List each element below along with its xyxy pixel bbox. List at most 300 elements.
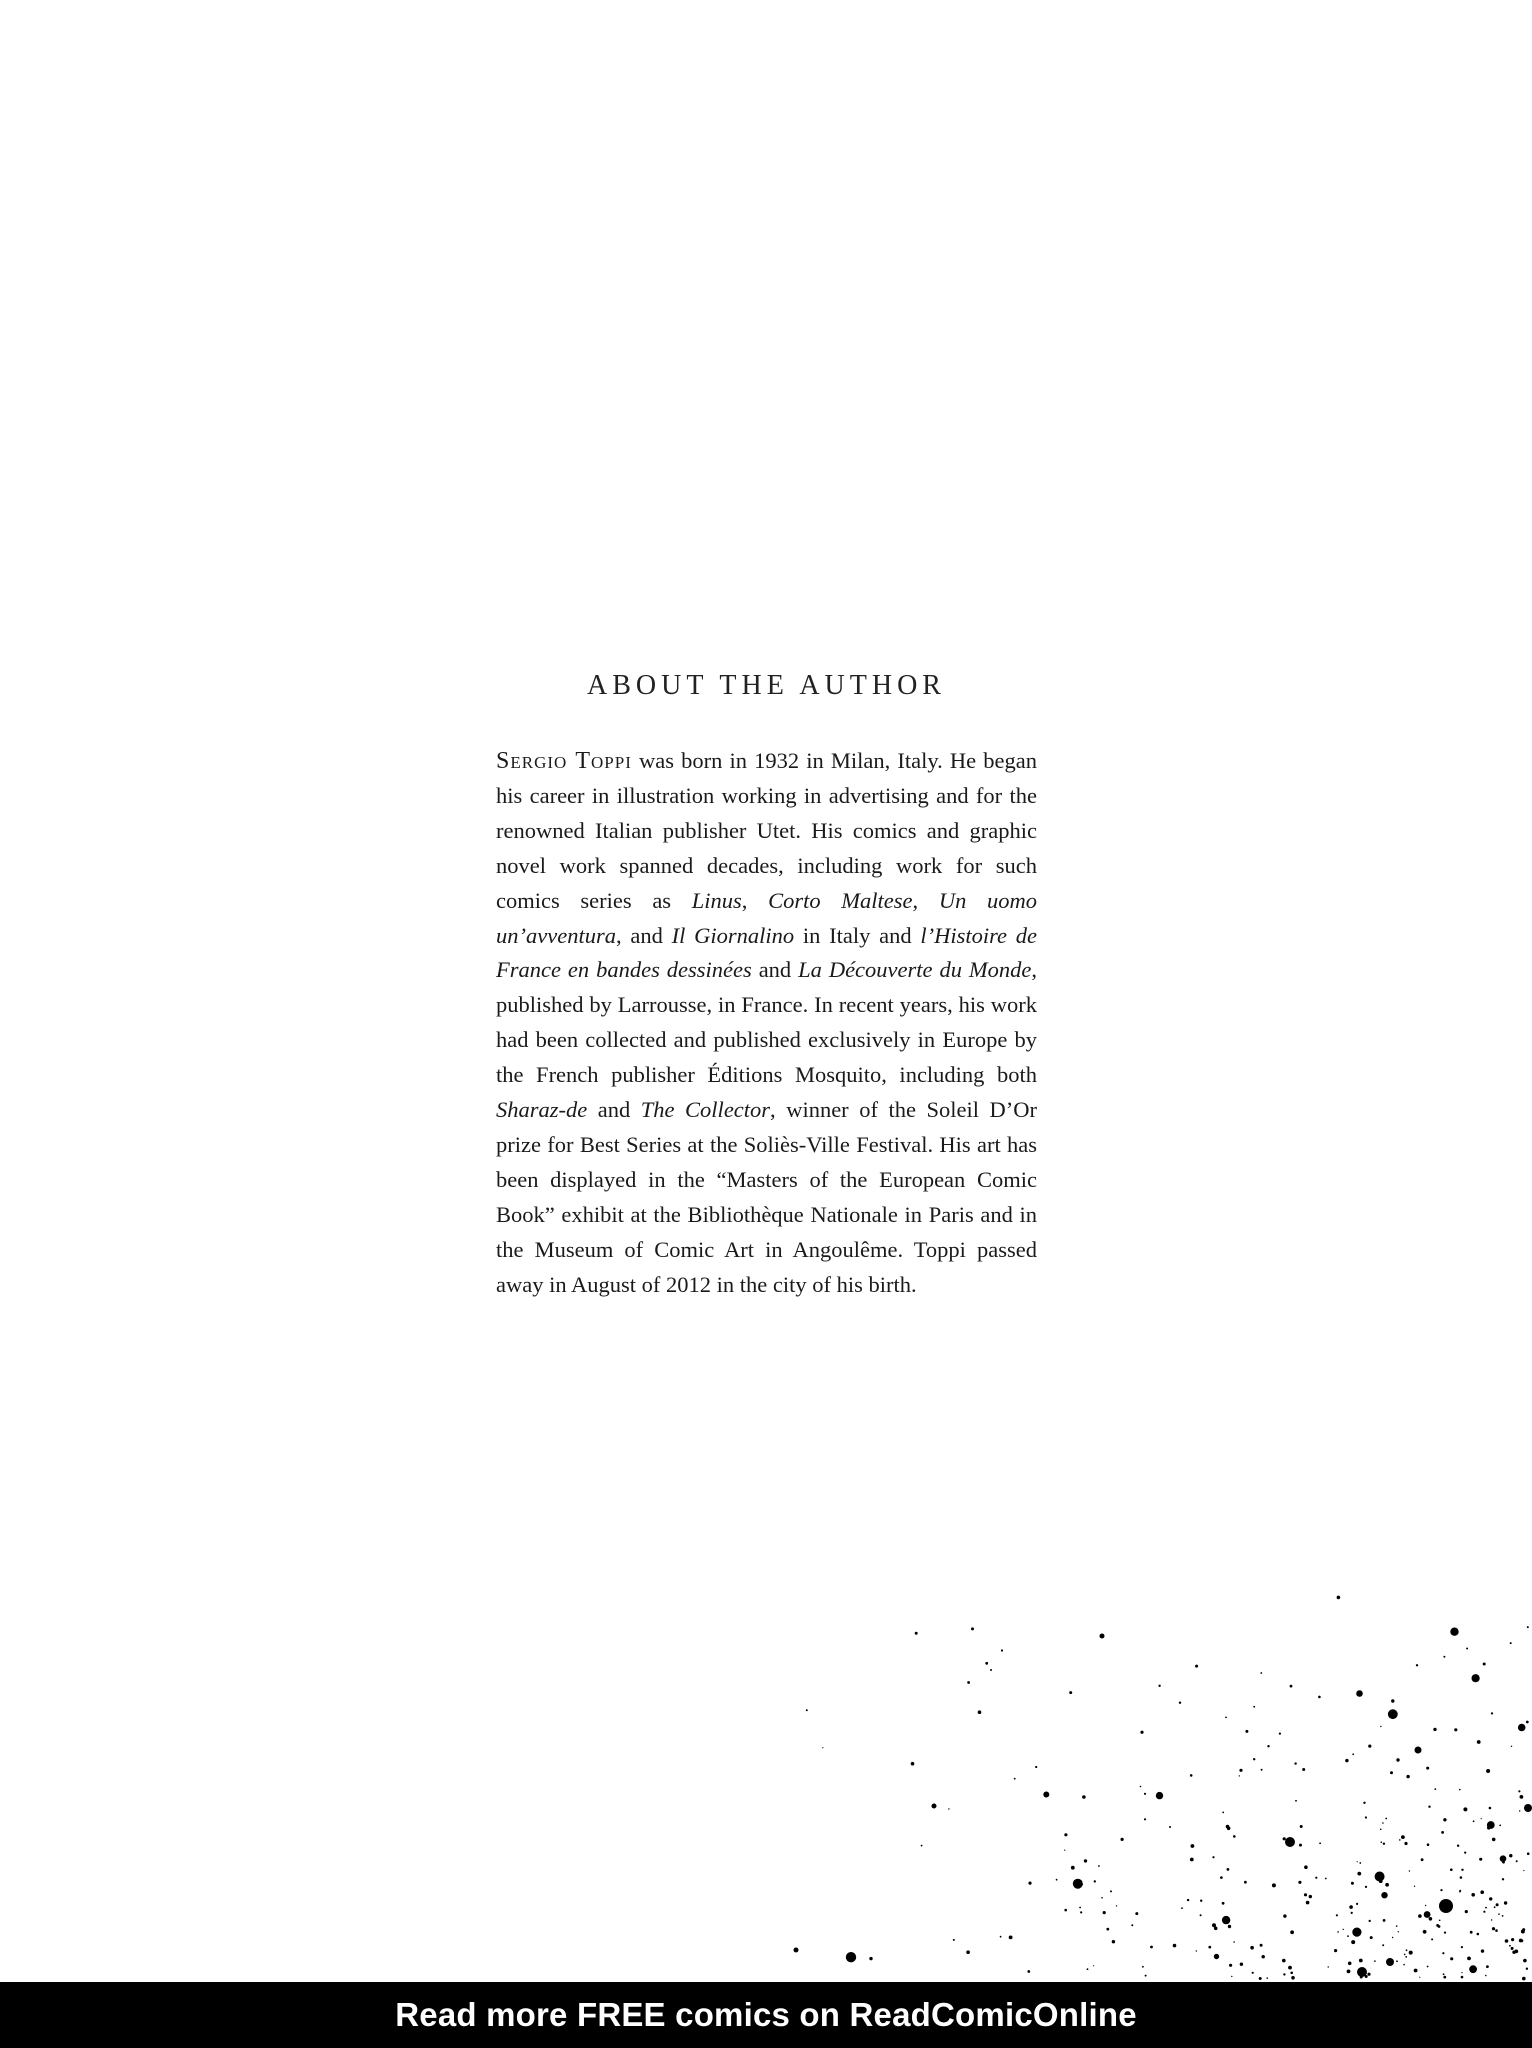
ink-dot [1471,1893,1475,1897]
bio-text: was born in 1932 in Milan, Italy. He began his career in illustration working in advertising and for the renowned Italian publisher Utet. His comics and graphic novel work spanned decades, including work for such comics series as [496,748,1038,913]
ink-dot [1116,1905,1117,1906]
ink-dot [1365,1816,1367,1818]
ink-dot [1300,1825,1303,1828]
ink-dot [1519,1810,1520,1811]
ink-dot [1527,1626,1529,1628]
ink-dot [1169,1826,1171,1828]
book-title-the-collector: The Collector [640,1097,771,1123]
ink-dot [1195,1665,1198,1668]
ink-dot [1181,1907,1183,1909]
ink-dot [1502,1915,1504,1917]
ink-dot [1352,1753,1354,1755]
ink-dot [1409,1870,1410,1871]
book-title-sharaz-de: Sharaz-de [496,1097,588,1123]
ink-dot [1485,1907,1487,1909]
ink-dot [1526,1968,1528,1970]
ink-dot [1519,1939,1523,1943]
ink-dot [1473,1820,1475,1822]
ink-dot [1526,1721,1529,1724]
ink-dot [953,1939,955,1941]
ink-dot [1345,1759,1348,1762]
ink-dot [1382,1944,1384,1946]
ink-dot [1474,1969,1475,1970]
ink-dot [1480,1890,1484,1894]
ink-dot [1240,1963,1243,1966]
author-name: Sergio Toppi [496,748,632,774]
ink-dot [1208,1946,1211,1949]
ink-dot [948,1808,949,1809]
ink-dot [1084,1859,1087,1862]
ink-dot [1356,1903,1358,1905]
ink-dot [1336,1914,1338,1916]
ink-dot [1156,1792,1163,1799]
ink-dot [1421,1858,1424,1861]
ink-dot [1212,1923,1216,1927]
bio-text: , [741,887,769,913]
ink-dot [1337,1931,1339,1933]
ink-dot [1385,1883,1389,1887]
ink-dot [1131,1924,1133,1926]
ink-dot [1082,1884,1083,1885]
ink-dot [1383,1919,1386,1922]
ink-dot [1388,1709,1398,1719]
ink-dot [1064,1909,1067,1912]
ink-dot [822,1747,823,1748]
ink-dot [1227,1827,1231,1831]
ink-dot [1431,1938,1433,1940]
ink-dot [1391,1699,1394,1702]
ink-dot [1463,1807,1467,1811]
ink-dot [1382,1822,1384,1824]
ink-dot [1140,1786,1142,1788]
ink-dot [846,1952,856,1962]
ink-dot [1498,1913,1500,1915]
ink-dot [1173,1944,1177,1948]
ink-dot [1523,1870,1524,1871]
about-author-section [496,670,1037,1303]
ink-dot [1260,1944,1263,1947]
promo-banner-link[interactable]: Read more FREE comics on ReadComicOnline [395,1996,1137,2033]
ink-dot [1233,1835,1236,1838]
ink-dot [1190,1858,1194,1862]
ink-dot [1396,1925,1398,1927]
ink-dot [1380,1829,1382,1831]
ink-dot [1443,1656,1445,1658]
ink-dot [1381,1841,1383,1843]
ink-dot [1142,1966,1144,1968]
ink-dot [1496,1903,1499,1906]
ink-dot [1334,1949,1337,1952]
ink-dot [1392,1937,1393,1938]
ink-dot [1009,1936,1013,1940]
ink-dot [1337,1596,1341,1600]
ink-dot [1295,1800,1297,1802]
ink-dot [1367,1973,1370,1976]
ink-dot [1250,1946,1254,1950]
ink-dot [1510,1642,1512,1644]
ink-dot [1461,1976,1464,1979]
ink-blot [932,1804,937,1809]
ink-blot [1415,1747,1422,1754]
ink-dot [1461,1869,1463,1871]
ink-dot [1073,1879,1083,1889]
ink-dot [1035,1766,1037,1768]
ink-dot [1309,1895,1312,1898]
ink-dot [1414,1886,1415,1887]
ink-dot [1527,1852,1530,1855]
ink-dot [1253,1758,1255,1760]
ink-dot [1442,1952,1444,1954]
ink-dot [1000,1936,1002,1938]
ink-dot [1245,1730,1248,1733]
ink-dot [1082,1795,1086,1799]
ink-dot [1290,1930,1294,1934]
ink-dot [1481,1949,1484,1952]
ink-dot [1212,1856,1214,1858]
ink-dot [1028,1882,1031,1885]
ink-dot [1522,1928,1525,1931]
author-biography [496,744,1037,1303]
ink-dot [1283,1914,1286,1917]
ink-dot [1465,1910,1468,1913]
ink-dot [1359,1959,1363,1963]
ink-dot [1518,1724,1526,1732]
ink-dot [921,1845,923,1847]
ink-dot [1523,1959,1527,1963]
ink-dot [1481,1818,1482,1819]
ink-dot [1467,1957,1471,1961]
ink-dot [1401,1835,1405,1839]
ink-dot [1222,1902,1225,1905]
ink-dot [1518,1790,1520,1792]
promo-banner[interactable] [0,1982,1532,2048]
ink-dot [1319,1842,1321,1844]
ink-dot [1233,1941,1235,1943]
ink-dot [985,1662,988,1665]
ink-dot [1504,1901,1507,1904]
ink-dot [1374,1960,1376,1962]
ink-dot [1390,1771,1393,1774]
ink-dot [1381,1892,1387,1898]
ink-dot [1443,1976,1446,1979]
series-title-histoire-de-france: l’Histoire de France en bandes dessinées [496,922,1037,983]
ink-dot [1469,1965,1477,1973]
ink-dot [1464,1852,1466,1854]
ink-blot [1439,1899,1453,1913]
ink-dot [1262,1955,1265,1958]
ink-dot [806,1709,808,1711]
ink-dot [1502,1878,1504,1880]
ink-dot [1461,1972,1462,1973]
ink-dot [1291,1976,1295,1980]
bio-text: in Italy and [794,922,921,948]
ink-dot [1260,1672,1262,1674]
ink-dot [1489,1807,1492,1810]
ink-dot [1056,1879,1058,1881]
ink-dot [1190,1774,1193,1777]
ink-dot [1261,1769,1263,1771]
ink-dot [1499,1825,1501,1827]
ink-dot [1112,1940,1115,1943]
ink-dot [1443,1818,1446,1821]
ink-dot [978,1710,982,1714]
ink-dot [971,1627,974,1630]
ink-dot [1357,1872,1361,1876]
ink-dot [1477,1933,1480,1936]
ink-blot [1524,1804,1532,1812]
ink-dot [1487,1826,1491,1830]
ink-dot [911,1762,915,1766]
ink-dot [1425,1905,1426,1906]
ink-dot [1294,1762,1296,1764]
ink-dot [1140,1731,1143,1734]
ink-dot [1450,1628,1458,1636]
ink-dot [1505,1939,1509,1943]
ink-dot [1298,1881,1301,1884]
ink-dot [1191,1844,1195,1848]
ink-dot [1328,1966,1329,1967]
ink-dot [1444,1932,1446,1934]
ink-dot [1440,1889,1442,1891]
ink-dot [1135,1912,1138,1915]
ink-dot [1439,1920,1441,1922]
ink-dot [1094,1880,1096,1882]
section-title: ABOUT THE AUTHOR [587,670,946,701]
ink-dot [1450,1868,1453,1871]
ink-dot [1027,1970,1030,1973]
ink-blot [1285,1837,1295,1847]
ink-dot [1427,1966,1429,1968]
ink-dot [1426,1767,1429,1770]
ink-dot [1259,1977,1262,1980]
series-title-decouverte: La Découverte du Monde [798,957,1032,983]
ink-dot [1403,1964,1405,1966]
ink-dot [1348,1962,1352,1966]
ink-dot [1098,1865,1100,1867]
ink-dot [1398,1931,1399,1932]
bio-text: , [912,887,939,913]
ink-dot [1302,1768,1305,1771]
series-title-linus: Linus [691,887,742,913]
ink-dot [1239,1769,1242,1772]
ink-dot [1343,1929,1344,1930]
ink-dot [1231,1976,1232,1977]
ink-dot [1290,1972,1293,1975]
ink-dot [1103,1911,1106,1914]
bio-text: and [751,957,799,983]
ink-dot [1288,1966,1292,1970]
bio-text: , published by Larrousse, in France. In recent years, his work had been collected and published exclusively in Europe by the French publisher Éditions Mosquito, including both [496,957,1037,1088]
ink-splatter-decoration [0,1560,1532,1982]
ink-dot [990,1669,992,1671]
ink-dot [1502,1861,1505,1864]
ink-dot [1516,1860,1518,1862]
series-title-corto-maltese: Corto Maltese [768,887,913,913]
ink-dot [1304,1893,1307,1896]
ink-dot [1434,1788,1436,1790]
ink-dot [1416,1664,1418,1666]
ink-dot [1229,1964,1232,1967]
ink-dot [1522,1977,1526,1981]
bio-text: and [587,1097,641,1123]
ink-dot [1087,1968,1089,1970]
ink-dot [1443,1973,1445,1975]
ink-dot [1436,1924,1439,1927]
ink-dot [1352,1928,1361,1937]
ink-dot [1486,1769,1490,1773]
ink-blot [1100,1634,1105,1639]
ink-dot [869,1957,872,1960]
ink-dot [1144,1818,1146,1820]
ink-dot [1064,1833,1067,1836]
ink-dot [1222,1916,1230,1924]
ink-dot [966,1950,970,1954]
ink-dot [1244,1881,1247,1884]
ink-dot [1492,1838,1496,1842]
ink-dot [1461,1946,1463,1948]
ink-dot [1441,1831,1444,1834]
ink-dot [1225,1717,1227,1719]
ink-dot [1509,1854,1512,1857]
ink-dot [1385,1818,1387,1820]
ink-dot [1404,1842,1407,1845]
ink-dot [1071,1866,1075,1870]
ink-dot [1267,1745,1269,1747]
ink-dot [1356,1690,1363,1697]
ink-dot [1399,1839,1401,1841]
series-title-un-uomo: Un uomo un’avventura [496,887,1038,948]
ink-dot [1483,1911,1485,1913]
ink-dot [1369,1920,1371,1922]
ink-dot [1196,1950,1197,1951]
ink-dot [1477,1740,1481,1744]
ink-dot [1272,1883,1276,1887]
ink-dot [1315,1877,1317,1879]
ink-dot [1252,1972,1254,1974]
ink-dot [1396,1758,1399,1761]
ink-dot [1145,1975,1147,1977]
ink-dot [1349,1905,1353,1909]
ink-dot [1283,1837,1286,1840]
ink-dot [1512,1951,1515,1954]
ink-dot [1304,1865,1308,1869]
ink-dot [1279,1733,1281,1735]
ink-dot [1424,1911,1431,1918]
ink-dot [1283,1973,1285,1975]
ink-dot [1179,1702,1181,1704]
ink-dot [1228,1925,1231,1928]
ink-dot [1485,1975,1487,1977]
series-title-il-giornalino: Il Giornalino [671,922,795,948]
ink-dot [1363,1802,1365,1804]
ink-dot [1064,1850,1065,1851]
ink-dot [1459,1891,1461,1893]
ink-blot [1357,1967,1367,1977]
ink-dot [1509,1945,1511,1947]
ink-dot [1014,1778,1016,1780]
ink-dot [1450,1957,1453,1960]
ink-dot [1491,1919,1492,1920]
ink-dot [1200,1900,1202,1902]
ink-dot [1001,1649,1003,1651]
ink-dot [1368,1745,1371,1748]
ink-dot [1069,1691,1072,1694]
ink-blot [794,1948,799,1953]
ink-dot [1419,1977,1420,1978]
ink-dot [1486,1965,1489,1968]
ink-dot [1110,1890,1112,1892]
ink-dot [1200,1914,1202,1916]
ink-dot [1351,1882,1354,1885]
ink-dot [1365,1886,1367,1888]
ink-dot [1306,1902,1308,1904]
ink-dot [1080,1911,1082,1913]
bio-text: , winner of the Soleil D’Or prize for Best Series at the Soliès-Ville Festival. His art has been displayed in the “Masters of the European Comic Book” exhibit at the Bibliothèque Nationale in Paris and in the Museum of Comic Art in Angoulême. Toppi passed away in August of 2012 in the city of his birth. [496,1097,1037,1297]
ink-dot [1187,1899,1189,1901]
ink-dot [1282,1959,1286,1963]
ink-dot [1351,1912,1353,1914]
ink-dot [1375,1872,1385,1882]
ink-dot [1121,1838,1124,1841]
ink-dot [1414,1969,1418,1973]
ink-dot [1227,1868,1230,1871]
ink-dot [1483,1663,1486,1666]
ink-dot [1106,1928,1109,1931]
ink-dot [1433,1728,1436,1731]
ink-dot [1429,1917,1433,1921]
ink-dot [1457,1845,1459,1847]
ink-dot [1359,1862,1361,1864]
ink-dot [1347,1970,1351,1974]
ink-dot [1290,1685,1293,1688]
ink-dot [1511,1947,1514,1950]
ink-dot [1406,1949,1408,1951]
ink-dot [1418,1914,1422,1918]
ink-dot [1479,1858,1481,1860]
ink-dot [1093,1965,1094,1966]
ink-dot [1370,1936,1373,1939]
ink-dot [1405,1956,1407,1958]
ink-dot [1351,1940,1355,1944]
ink-dot [1494,1906,1496,1908]
ink-dot [1491,1712,1493,1714]
ink-dot [1239,1775,1240,1776]
ink-dot [967,1681,970,1684]
ink-dot [1404,1954,1406,1956]
ink-dot [1380,1726,1381,1727]
ink-dot [1396,1960,1398,1962]
ink-dot [1299,1844,1302,1847]
ink-dot [1472,1674,1480,1682]
ink-blot [1386,1958,1394,1966]
ink-dot [1460,1876,1463,1879]
ink-dot [1427,1843,1430,1846]
ink-dot [1144,1793,1146,1795]
ink-dot [1325,1878,1327,1880]
ink-dot [1423,1930,1427,1934]
ink-dot [1150,1946,1153,1949]
ink-dot [915,1632,918,1635]
ink-dot [1492,1927,1495,1930]
bio-text: , and [615,922,672,948]
ink-dot [1495,1929,1498,1932]
ink-dot [1459,1789,1461,1791]
ink-dot [1079,1907,1081,1909]
ink-dot [1466,1648,1468,1650]
ink-dot [1454,1728,1457,1731]
ink-dot [1220,1876,1223,1879]
ink-dot [1428,1806,1430,1808]
